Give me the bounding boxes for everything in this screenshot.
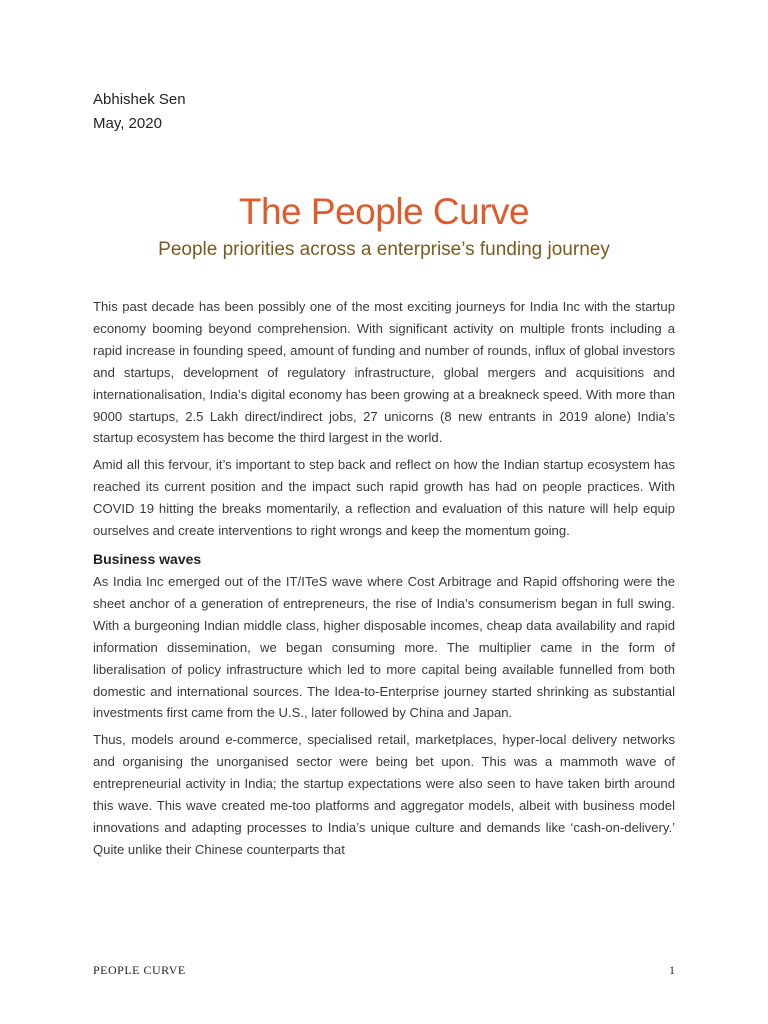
document-body <box>93 296 675 866</box>
intro-paragraph-1: This past decade has been possibly one of the most exciting journeys for India Inc with the startup economy booming beyond comprehension. With significant activity on multiple fronts including a rapid increase in founding speed, amount of funding and number of rounds, influx of global investors and startups, development of regulatory infrastructure, global mergers and acquisitions and internationalisation, India’s digital economy has been growing at a breakneck speed. With more than 9000 startups, 2.5 Lakh direct/indirect jobs, 27 unicorns (8 new entrants in 2019 alone) India’s startup ecosystem has become the third largest in the world. <box>93 299 675 446</box>
page-number: 1 <box>669 963 675 977</box>
section-paragraph-1: As India Inc emerged out of the IT/ITeS wave where Cost Arbitrage and Rapid offshoring were the sheet anchor of a generation of entrepreneurs, the rise of India’s consumerism began in full swing. With a burgeoning Indian middle class, higher disposable incomes, cheap data availability and rapid information dissemination, we began consuming more. The multiplier came in the form of liberalisation of policy infrastructure which led to more capital being available funnelled from both domestic and international sources. The Idea-to-Enterprise journey started shrinking as substantial investments first came from the U.S., later followed by China and Japan. <box>93 573 675 721</box>
section-paragraph-2: Thus, models around e-commerce, specialised retail, marketplaces, hyper-local delivery networks and organising the unorganised sector were being bet upon. This was a mammoth wave of entrepreneurial activity in India; the startup expectations were also seen to have taken birth around this wave. This wave created me-too platforms and aggregator models, albeit with business model innovations and adapting processes to India’s unique culture and demands like ‘cash-on-delivery.’ Quite unlike their Chinese counterparts that <box>93 732 675 857</box>
author-name: Abhishek Sen <box>93 91 186 108</box>
document-date: May, 2020 <box>93 115 162 132</box>
document-subtitle: People priorities across a enterprise’s funding journey <box>158 239 610 260</box>
section-heading: Business waves <box>93 550 202 567</box>
document-title: The People Curve <box>238 191 530 232</box>
intro-paragraph-2: Amid all this fervour, it’s important to step back and reflect on how the Indian startup ecosystem has reached its current position and the impact such rapid growth has had on people practices. With COVID 19 hitting the breaks momentarily, a reflection and evaluation of this nature will help equip ourselves and create interventions to right wrongs and keep the momentum going. <box>93 457 675 539</box>
document-meta <box>93 88 186 136</box>
running-title: PEOPLE CURVE <box>93 963 186 977</box>
